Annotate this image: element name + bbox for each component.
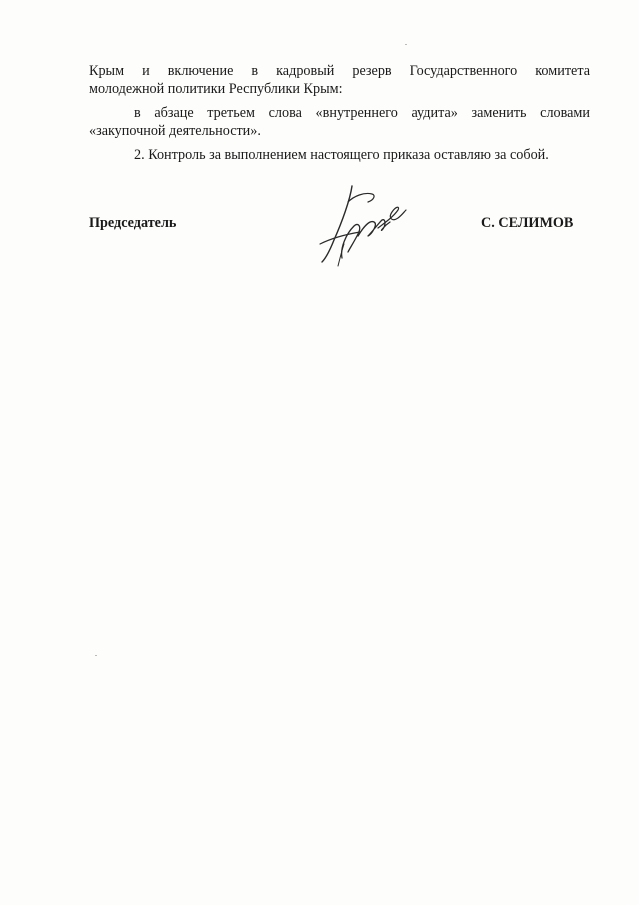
- scan-speck: [405, 44, 407, 45]
- text-line: молодежной политики Республики Крым:: [89, 81, 343, 97]
- paragraph-continuation: [89, 62, 590, 98]
- text-line: «закупочной деятельности».: [89, 123, 261, 139]
- scan-speck: [95, 655, 97, 656]
- signer-name: С. СЕЛИМОВ: [481, 215, 574, 231]
- text-line: в абзаце третьем слова «внутреннего аудита» заменить словами: [134, 105, 590, 121]
- handwritten-signature-icon: [312, 182, 412, 274]
- paragraph-amendment: [89, 104, 590, 140]
- paragraph-control: [89, 146, 590, 164]
- text-line: Крым и включение в кадровый резерв Государственного комитета: [89, 63, 590, 79]
- text-line: 2. Контроль за выполнением настоящего приказа оставляю за собой.: [134, 147, 549, 163]
- position-title: Председатель: [89, 215, 177, 231]
